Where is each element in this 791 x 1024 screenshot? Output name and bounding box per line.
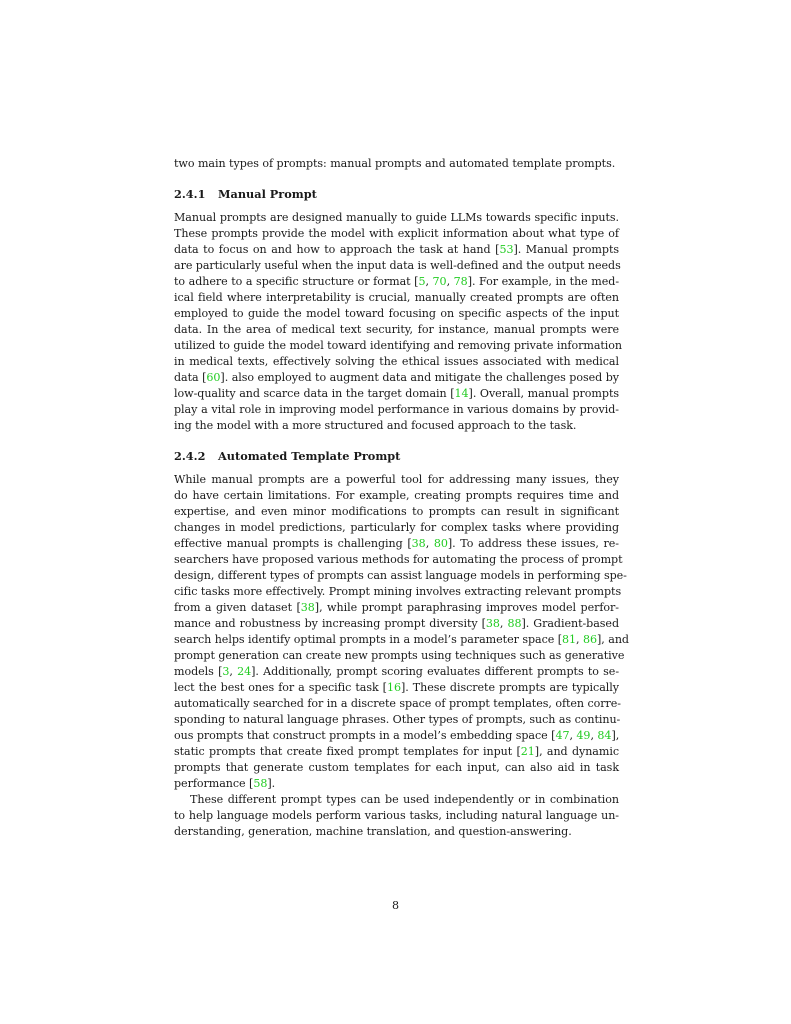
section-title: Automated Template Prompt — [218, 449, 401, 463]
text-line — [174, 338, 623, 354]
manual-prompt-paragraph — [174, 210, 623, 434]
text-run: employed to guide the model toward focusing on specific aspects of the input — [174, 307, 619, 320]
text-run: prompts that generate custom templates for each input, can also aid in task — [174, 761, 619, 774]
text-line — [174, 472, 619, 488]
text-line — [174, 520, 619, 536]
text-run: data. In the area of medical text security, for instance, manual prompts were — [174, 323, 619, 336]
text-run: , — [499, 617, 508, 630]
text-run: mance and robustness by increasing prompt diversity [ — [174, 617, 486, 630]
text-run: , — [569, 729, 577, 742]
text-line — [174, 370, 619, 386]
text-run: , — [576, 633, 583, 646]
text-line — [174, 632, 629, 648]
citation-link[interactable]: 80 — [433, 537, 448, 550]
text-line — [174, 386, 619, 402]
citation-link[interactable]: 70 — [432, 275, 447, 288]
text-line — [174, 760, 619, 776]
text-line — [174, 536, 619, 552]
citation-link[interactable]: 24 — [237, 665, 252, 678]
citation-link[interactable]: 58 — [253, 777, 268, 790]
text-run: sponding to natural language phrases. Other types of prompts, such as continu- — [174, 713, 621, 726]
text-run: effective manual prompts is challenging [ — [174, 537, 412, 550]
section-heading-automated-template-prompt — [174, 448, 619, 464]
text-run: ]. These discrete prompts are typically — [401, 681, 619, 694]
text-run: , — [229, 665, 238, 678]
text-run: automatically searched for in a discrete space of prompt templates, often corre- — [174, 697, 622, 710]
text-run: are particularly useful when the input data is well-defined and the output needs — [174, 259, 621, 272]
text-line — [174, 504, 619, 520]
text-line — [174, 648, 625, 664]
text-run: changes in model predictions, particularly for complex tasks where providing — [174, 521, 619, 534]
text-run: to adhere to a specific structure or format [ — [174, 275, 419, 288]
text-run: , — [446, 275, 454, 288]
text-line — [174, 322, 619, 338]
text-run: models [ — [174, 665, 223, 678]
citation-link[interactable]: 53 — [499, 243, 514, 256]
section-number: 2.4.2 — [174, 449, 206, 463]
citation-link[interactable]: 49 — [576, 729, 591, 742]
citation-link[interactable]: 78 — [453, 275, 468, 288]
text-run: in medical texts, effectively solving the ethical issues associated with medical — [174, 355, 619, 368]
citation-link[interactable]: 47 — [555, 729, 570, 742]
text-run: ]. — [267, 777, 276, 790]
text-line — [174, 712, 619, 728]
citation-link[interactable]: 38 — [300, 601, 315, 614]
text-run: do have certain limitations. For example, creating prompts requires time and — [174, 489, 619, 502]
page-number: 8 — [391, 899, 400, 912]
text-line — [174, 808, 619, 824]
text-line — [174, 354, 619, 370]
section-heading-manual-prompt — [174, 186, 619, 202]
text-run: ]. Gradient-based — [521, 617, 620, 630]
text-run: design, different types of prompts can assist language models in performing spe- — [174, 569, 627, 582]
text-run: utilized to guide the model toward identifying and removing private information — [174, 339, 623, 352]
citation-link[interactable]: 3 — [222, 665, 230, 678]
text-run: expertise, and even minor modifications to prompts can result in significant — [174, 505, 619, 518]
text-run: ous prompts that construct prompts in a model’s embedding space [ — [174, 729, 556, 742]
text-run: , — [590, 729, 598, 742]
text-line — [174, 488, 619, 504]
text-run: ], — [611, 729, 620, 742]
text-line — [174, 728, 619, 744]
text-run: , — [425, 537, 434, 550]
text-run: While manual prompts are a powerful tool for addressing many issues, they — [174, 473, 619, 486]
text-run: ]. To address these issues, re- — [447, 537, 619, 550]
text-run: search helps identify optimal prompts in a model’s parameter space [ — [174, 633, 563, 646]
citation-link[interactable]: 86 — [583, 633, 598, 646]
text-line — [174, 616, 619, 632]
text-run: ]. Overall, manual prompts — [468, 387, 619, 400]
text-run: static prompts that create fixed prompt templates for input [ — [174, 745, 521, 758]
automated-prompt-paragraph-1 — [174, 472, 629, 792]
text-line — [174, 584, 622, 600]
text-run: ], and — [597, 633, 629, 646]
text-line — [174, 744, 619, 760]
text-line — [174, 418, 619, 434]
text-run: lect the best ones for a specific task [ — [174, 681, 387, 694]
text-run: ], while prompt paraphrasing improves model perfor- — [314, 601, 620, 614]
text-run: data to focus on and how to approach the task at hand [ — [174, 243, 500, 256]
text-line — [174, 242, 619, 258]
text-run: These prompts provide the model with explicit information about what type of — [174, 227, 619, 240]
text-run: ing the model with a more structured and focused approach to the task. — [174, 419, 577, 432]
text-run: These different prompt types can be used independently or in combination — [190, 793, 619, 806]
text-run: ]. Manual prompts — [513, 243, 619, 256]
citation-link[interactable]: 81 — [562, 633, 577, 646]
text-run: play a vital role in improving model performance in various domains by provid- — [174, 403, 619, 416]
automated-prompt-paragraph-2 — [174, 792, 619, 840]
page-content — [174, 156, 629, 840]
text-line — [174, 824, 619, 840]
text-run: performance [ — [174, 777, 254, 790]
text-line — [174, 258, 619, 274]
citation-link[interactable]: 5 — [418, 275, 426, 288]
text-line — [174, 210, 619, 226]
text-line — [174, 680, 619, 696]
text-line — [174, 776, 619, 792]
text-line — [174, 226, 619, 242]
text-run: ical field where interpretability is crucial, manually created prompts are often — [174, 291, 619, 304]
section-title: Manual Prompt — [218, 187, 317, 201]
citation-link[interactable]: 14 — [454, 387, 469, 400]
text-line — [174, 274, 619, 290]
text-run: from a given dataset [ — [174, 601, 301, 614]
text-run: Manual prompts are designed manually to guide LLMs towards specific inputs. — [174, 211, 619, 224]
text-run: cific tasks more effectively. Prompt mining involves extracting relevant prompts — [174, 585, 622, 598]
text-line — [174, 568, 627, 584]
text-run: prompt generation can create new prompts using techniques such as generative — [174, 649, 625, 662]
text-run: to help language models perform various tasks, including natural language un- — [174, 809, 619, 822]
citation-link[interactable]: 88 — [507, 617, 522, 630]
citation-link[interactable]: 38 — [411, 537, 426, 550]
text-line — [174, 696, 622, 712]
citation-link[interactable]: 21 — [520, 745, 535, 758]
text-run: ]. For example, in the med- — [467, 275, 620, 288]
text-line — [174, 600, 619, 616]
text-line — [174, 402, 619, 418]
text-run: derstanding, generation, machine translation, and question-answering. — [174, 825, 572, 838]
text-run: ]. also employed to augment data and mitigate the challenges posed by — [220, 371, 619, 384]
text-line — [174, 792, 619, 808]
citation-link[interactable]: 60 — [206, 371, 221, 384]
section-number: 2.4.1 — [174, 187, 206, 201]
text-run: , — [425, 275, 433, 288]
citation-link[interactable]: 84 — [597, 729, 612, 742]
text-run: searchers have proposed various methods for automating the process of prompt — [174, 553, 623, 566]
citation-link[interactable]: 16 — [386, 681, 401, 694]
text-run: data [ — [174, 371, 207, 384]
text-run: ]. Additionally, prompt scoring evaluates different prompts to se- — [251, 665, 620, 678]
text-line — [174, 306, 619, 322]
citation-link[interactable]: 38 — [485, 617, 500, 630]
intro-line: two main types of prompts: manual prompts and automated template prompts. — [174, 157, 616, 170]
text-run: low-quality and scarce data in the target domain [ — [174, 387, 455, 400]
text-run: ], and dynamic — [534, 745, 619, 758]
text-line — [174, 290, 619, 306]
text-line — [174, 664, 619, 680]
text-line — [174, 552, 623, 568]
